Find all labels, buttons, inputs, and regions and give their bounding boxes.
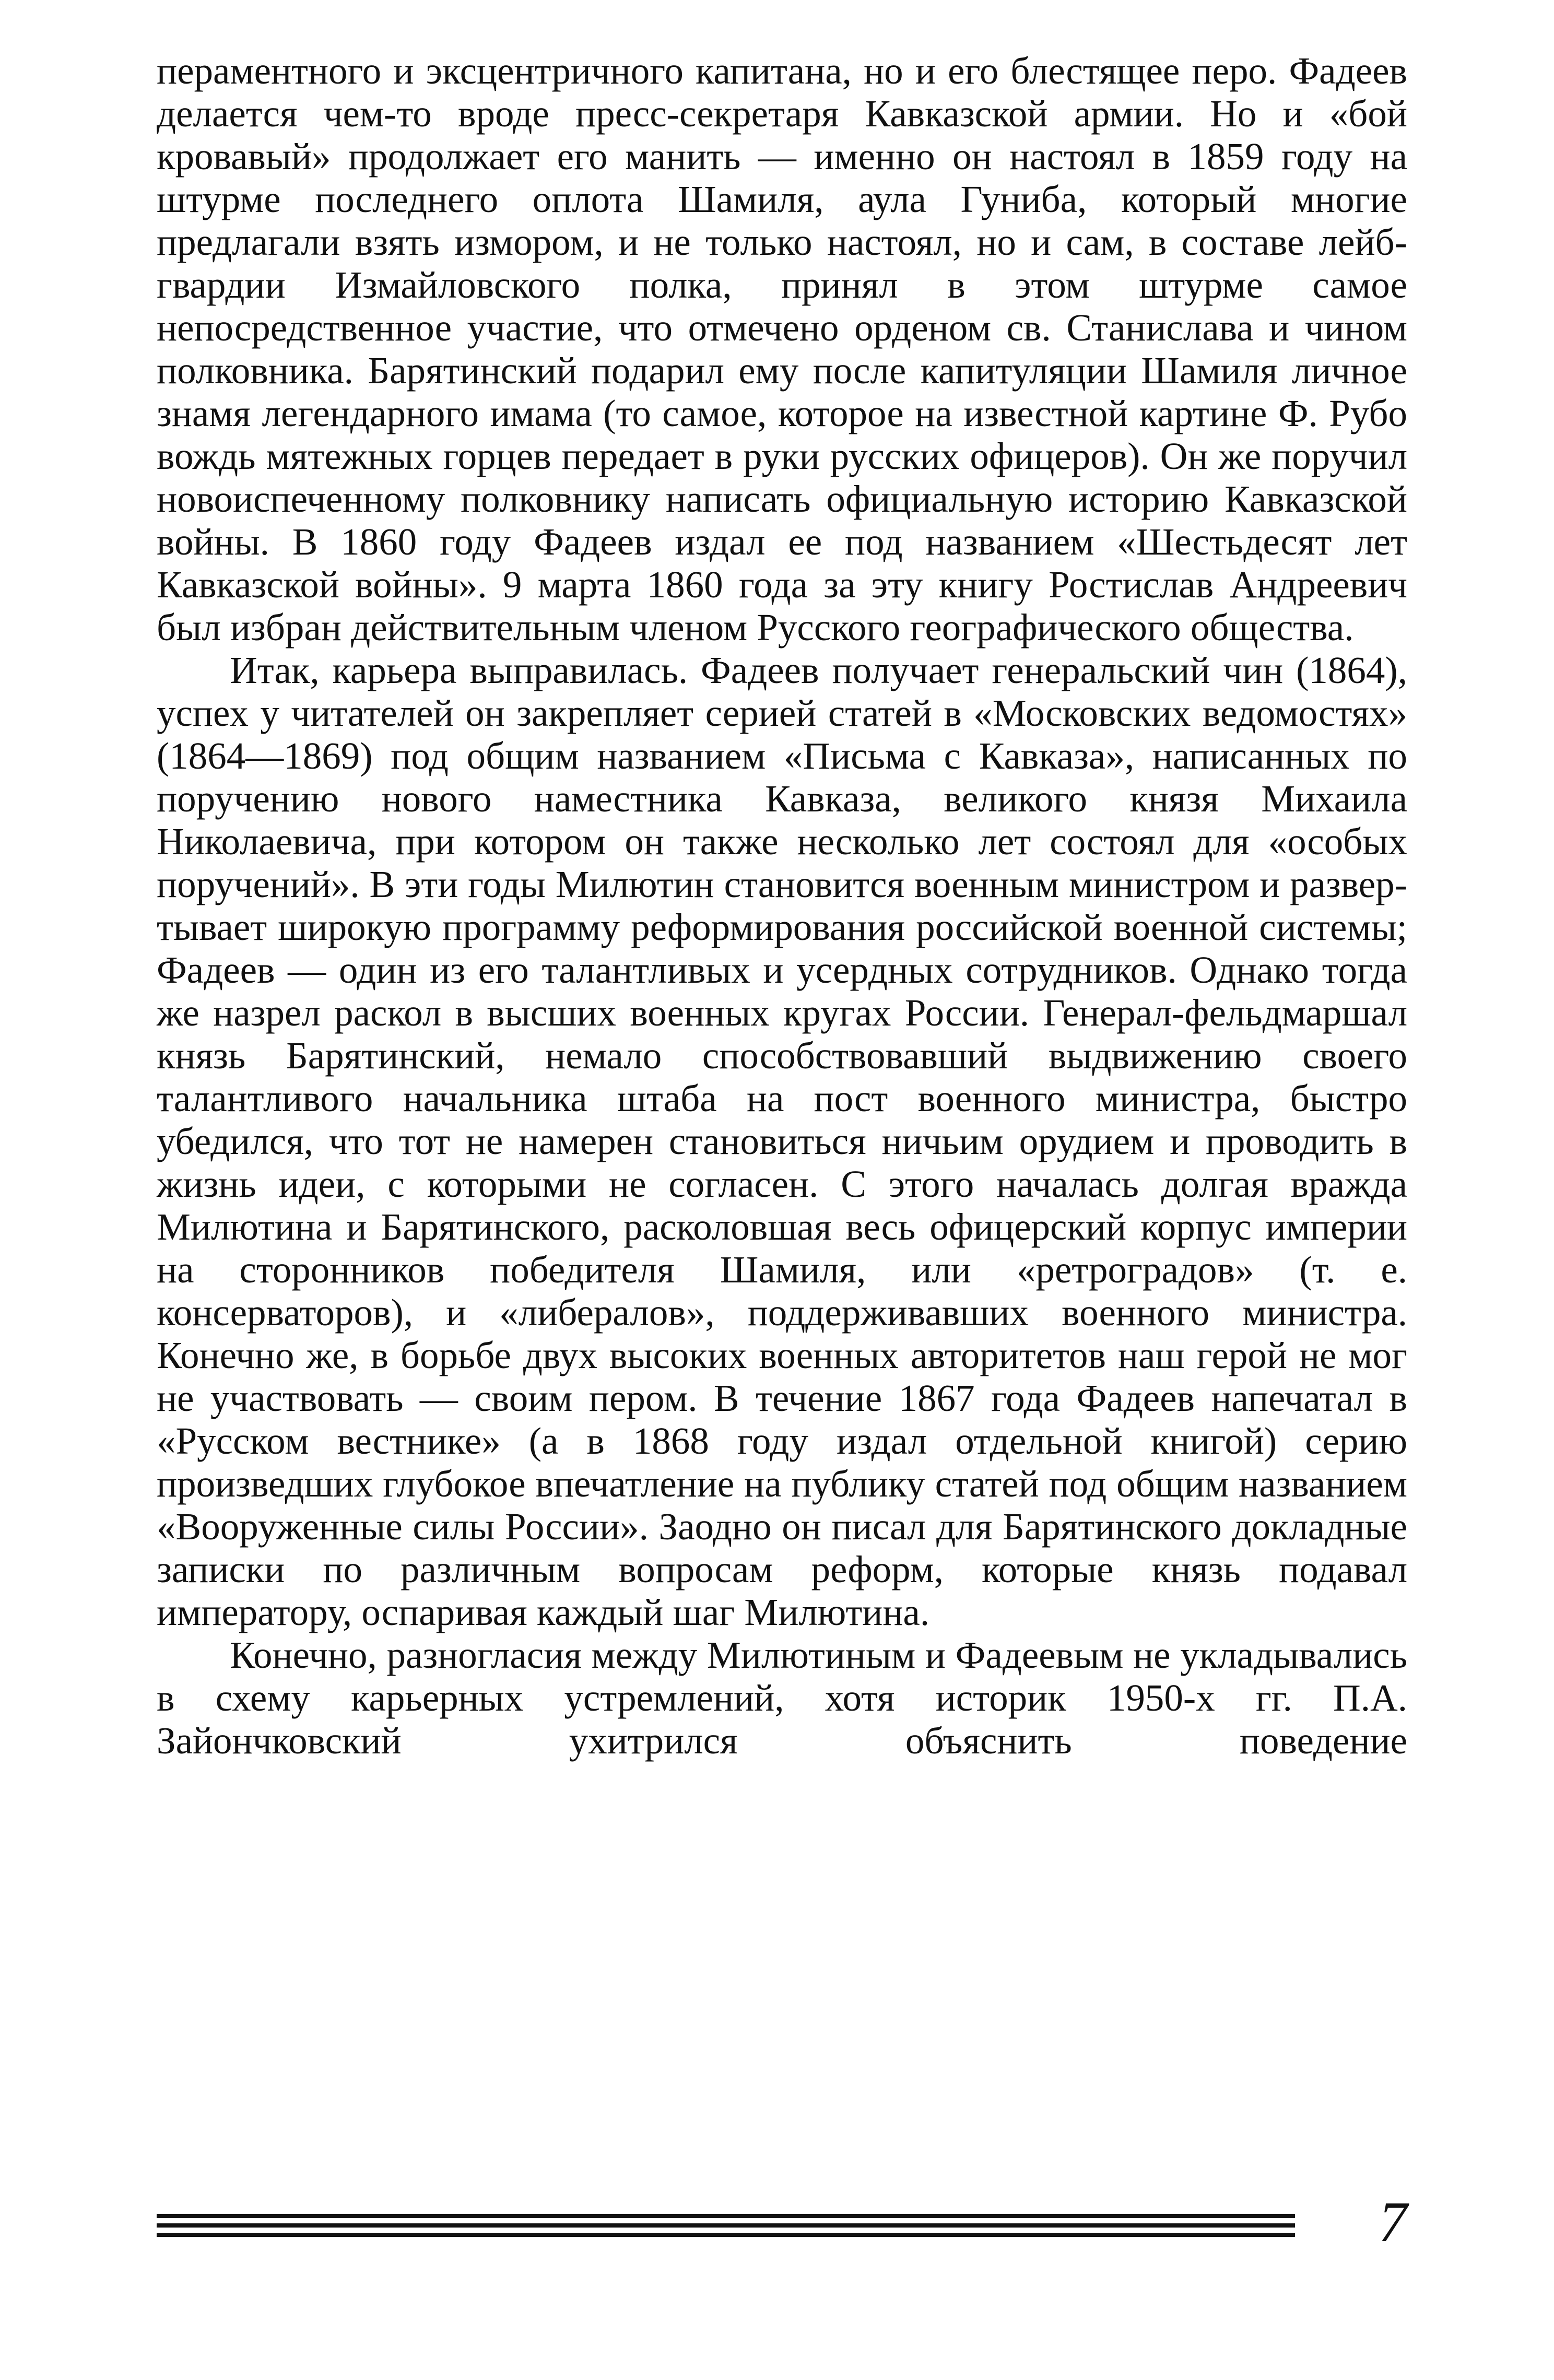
body-text (157, 50, 1407, 1762)
page-footer (157, 2190, 1407, 2261)
paragraph-2: Итак, карьера выправилась. Фадеев получает генеральский чин (1864), успех у читателей он закрепляет серией статей в «Московских ведомостях» (1864—1869) под общим названием «Письма с Кавказа», написанных по поручению нового наместника Кавказа, великого князя Михаила Николаевича, при котором он также несколько лет состоял для «особых поручений». В эти годы Милютин становится военным министром и развертывает широкую программу реформирования российской военной системы; Фадеев — один из его талантливых и усердных сотрудников. Однако тогда же назрел раскол в высших военных кругах России. Генерал-фельдмаршал князь Барятинский, немало способствовавший выдвижению своего талантливого начальника штаба на пост военного министра, быстро убедился, что тот не намерен становиться ничьим орудием и проводить в жизнь идеи, с которыми не согласен. С этого началась долгая вражда Милютина и Барятинского, расколовшая весь офицерский корпус империи на сторонников победителя Шамиля, или «ретроградов» (т. е. консерваторов), и «либералов», поддерживавших военного министра. Конечно же, в борьбе двух высоких военных авторитетов наш герой не мог не участвовать — своим пером. В течение 1867 года Фадеев напечатал в «Русском вестнике» (а в 1868 году издал отдельной книгой) серию произведших глубокое впечатление на публику статей под общим названием «Вооруженные силы России». Заодно он писал для Барятинского докладные записки по различным вопросам реформ, которые князь подавал императору, оспаривая каждый шаг Милютина. (157, 649, 1407, 1633)
footer-rule (157, 2214, 1295, 2218)
page-number: 7 (1379, 2190, 1407, 2254)
paragraph-1: пераментного и эксцентричного капитана, но и его блестящее перо. Фадеев делается чем-то вроде пресс-секретаря Кавказской армии. Но и «бой кровавый» продолжает его манить — именно он настоял в 1859 году на штурме последнего оплота Шамиля, аула Гуниба, который многие предлагали взять измором, и не только настоял, но и сам, в составе лейб-гвардии Измайловского полка, принял в этом штурме самое непосредственное участие, что отмечено орденом св. Станислава и чином полковника. Барятинский подарил ему после капитуляции Шамиля личное знамя легендарного имама (то самое, которое на известной картине Ф. Рубо вождь мятежных горцев передает в руки русских офицеров). Он же поручил новоиспеченному полковнику написать официальную историю Кавказской войны. В 1860 году Фадеев издал ее под названием «Шестьдесят лет Кавказской войны». 9 марта 1860 года за эту книгу Ростислав Андреевич был избран действительным членом Русского географического общества. (157, 50, 1407, 649)
paragraph-3: Конечно, разногласия между Милютиным и Фадеевым не укладывались в схему карьерных устремлений, хотя историк 1950-х гг. П.А. Зайончковский ухитрился объяснить поведение (157, 1634, 1407, 1762)
footer-rule (157, 2223, 1295, 2228)
footer-rule (157, 2233, 1295, 2237)
